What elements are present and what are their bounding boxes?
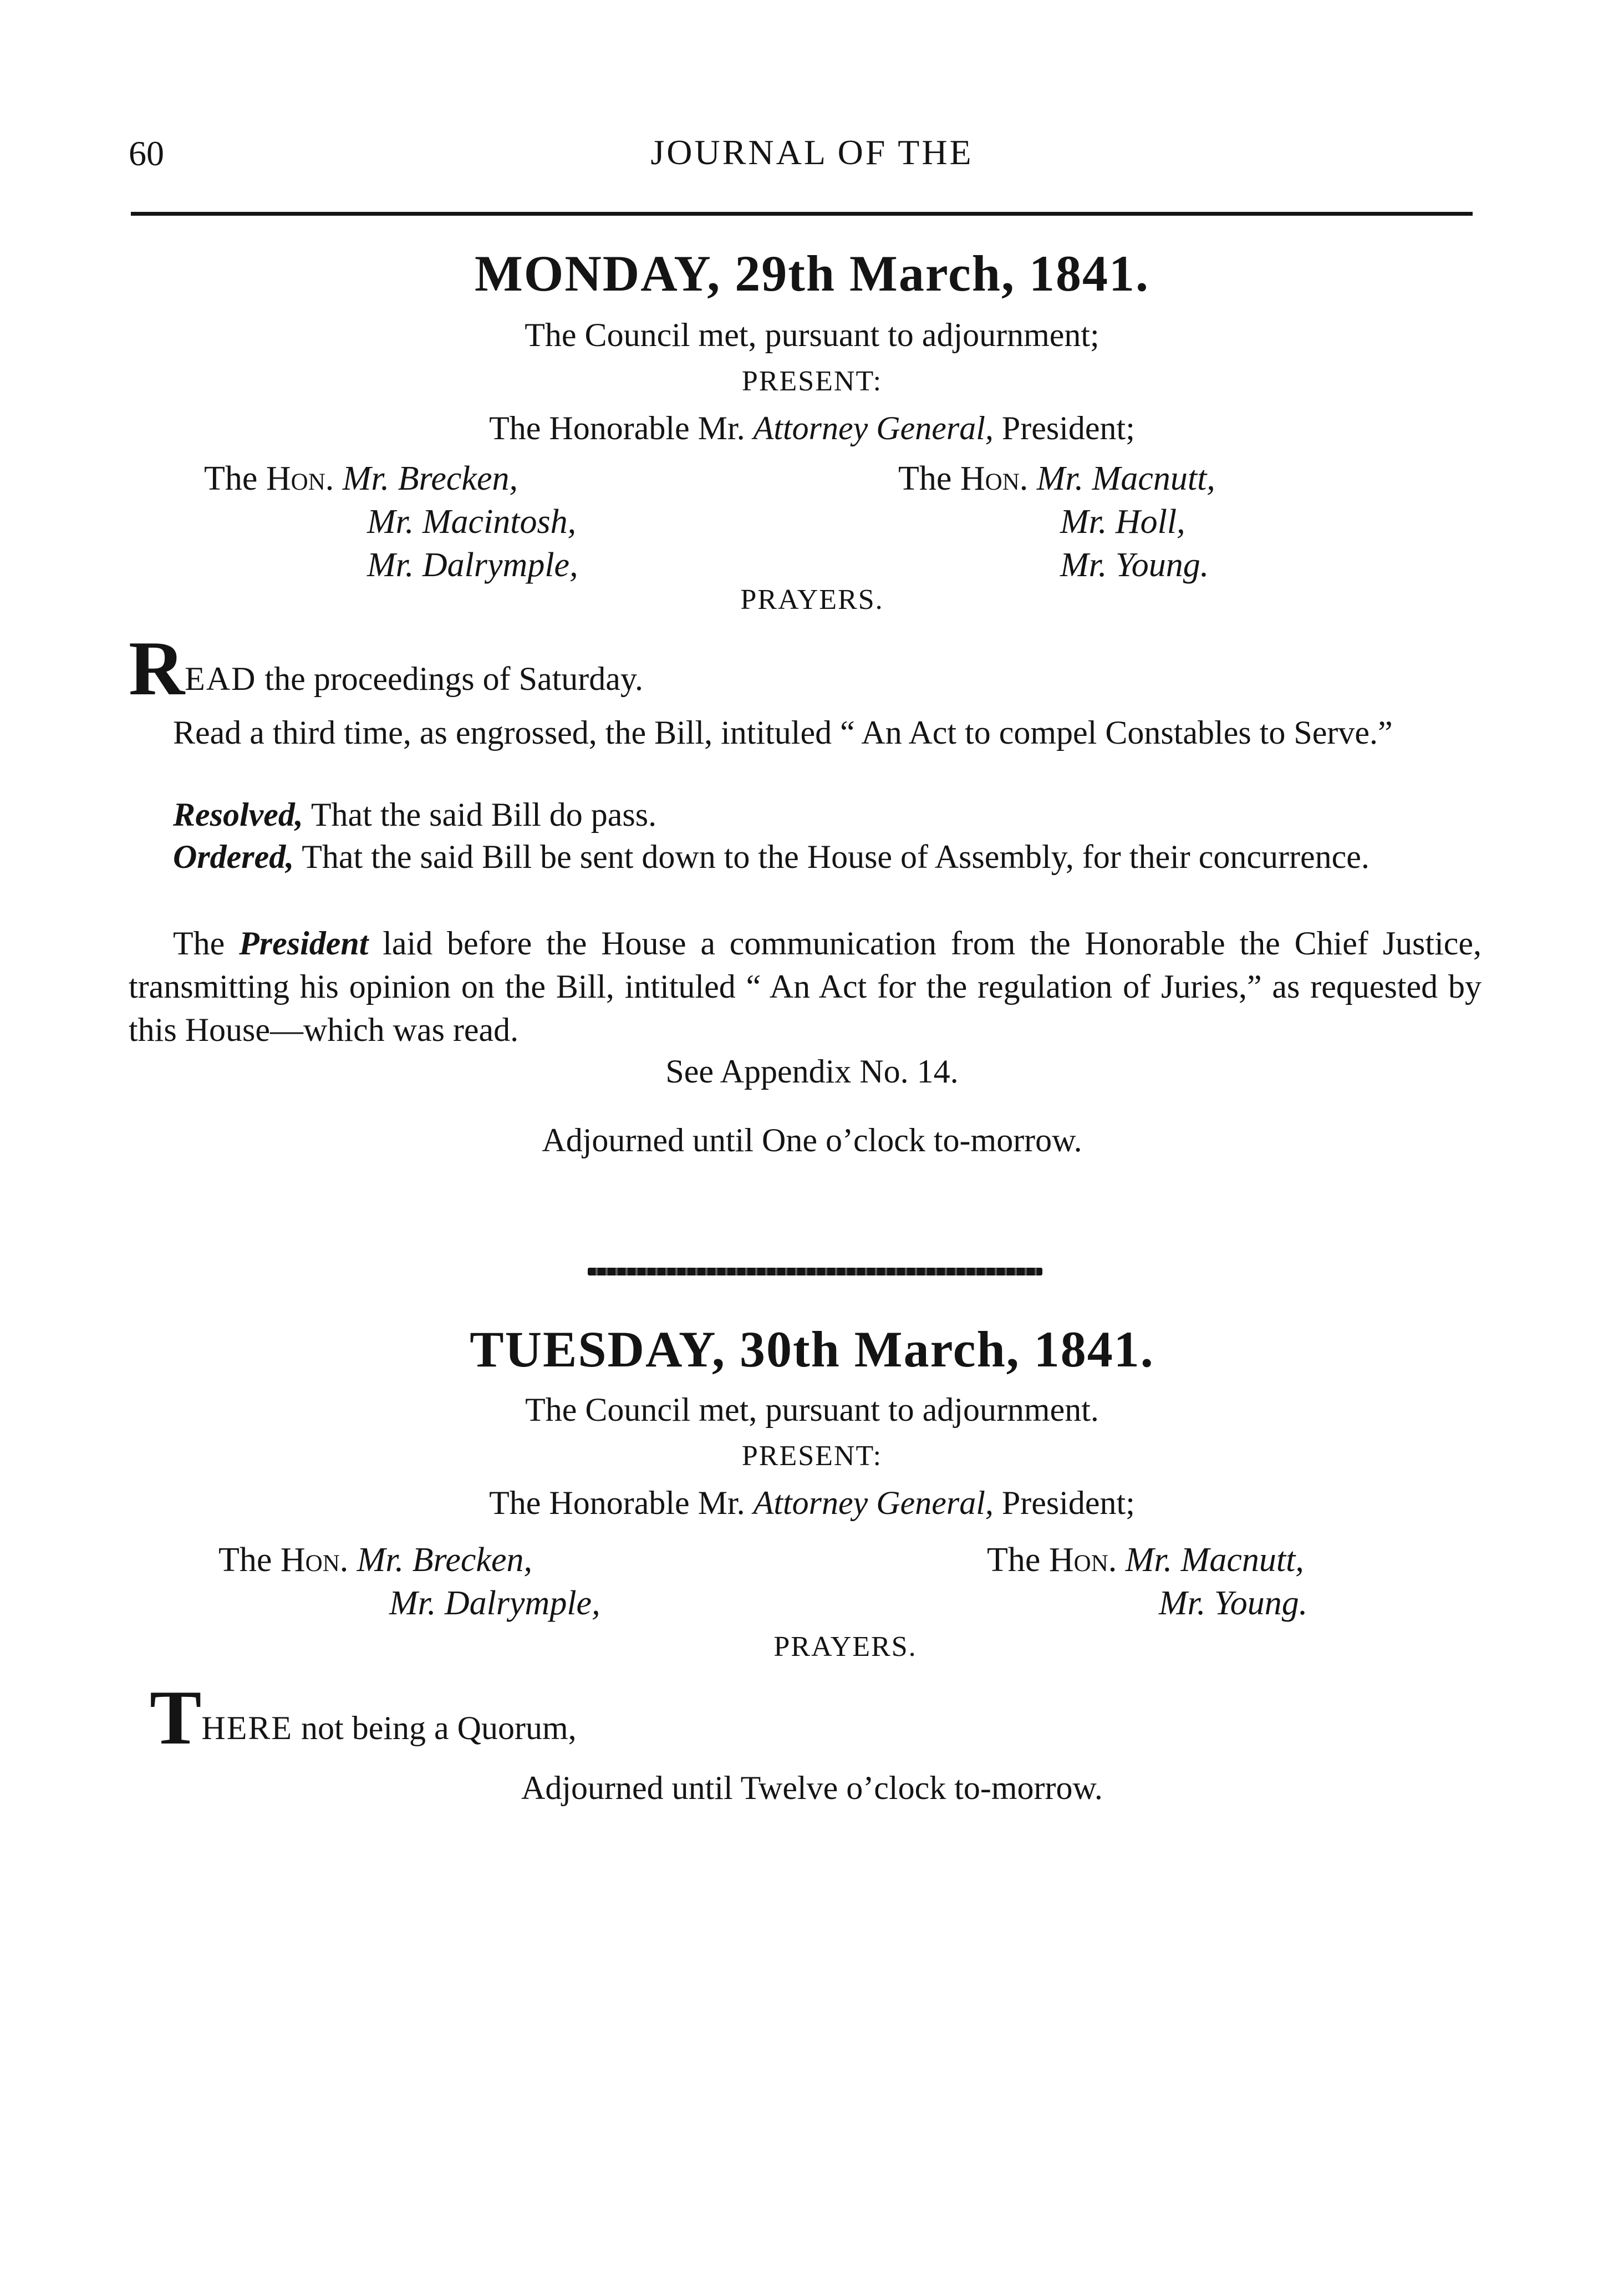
paragraph-text: laid before the House a communication from the Honorable the Chief Justice, transmitting his opinion on the Bill, intituled “ An Act for the regulation of Juries,” as requested by this House—which was read. (129, 925, 1482, 1048)
the-word: The (898, 460, 952, 497)
paragraph-text: The (173, 925, 225, 962)
resolved-label: Resolved, (173, 796, 303, 833)
tuesday-adjourned: Adjourned until Twelve o’clock to-morrow. (521, 1770, 1103, 1806)
page-number: 60 (129, 134, 164, 173)
tuesday-right-hon-line (987, 1541, 1304, 1580)
tuesday-left-hon-line (218, 1541, 532, 1580)
member-name: Mr. Dalrymple, (367, 546, 578, 584)
president-suffix: President; (1001, 410, 1135, 446)
ordered-label: Ordered, (173, 838, 294, 875)
monday-present-label: PRESENT: (741, 365, 883, 397)
member-name: Mr. Holl, (1060, 503, 1185, 541)
member-name: Mr. Macnutt, (1036, 460, 1215, 497)
president-label: President (239, 925, 369, 962)
read-proceedings-paragraph (129, 626, 1482, 711)
quorum-paragraph (150, 1675, 1503, 1761)
tuesday-president-line (0, 1484, 1624, 1522)
hon-label: Hon. (266, 460, 334, 497)
president-suffix: President; (1001, 1485, 1135, 1521)
monday-council-met: The Council met, pursuant to adjournment; (525, 317, 1099, 353)
president-prefix: The Honorable Mr. (489, 410, 745, 446)
resolved-paragraph (129, 793, 1482, 836)
section-divider (588, 1268, 1042, 1275)
the-word: The (204, 460, 258, 497)
tuesday-present-label: PRESENT: (741, 1440, 883, 1472)
running-title: JOURNAL OF THE (650, 133, 974, 172)
the-word: The (218, 1541, 272, 1579)
ordered-paragraph (129, 835, 1482, 878)
president-name: Attorney General, (753, 1485, 994, 1521)
president-name: Attorney General, (753, 410, 994, 446)
member-name: Mr. Young. (1159, 1584, 1308, 1622)
the-word: The (987, 1541, 1041, 1579)
third-reading-paragraph: Read a third time, as engrossed, the Bill, intituled “ An Act to compel Constables to Serve.” (173, 714, 1393, 751)
tuesday-prayers: PRAYERS. (773, 1631, 917, 1663)
monday-prayers: PRAYERS. (740, 584, 884, 616)
hon-label: Hon. (960, 460, 1029, 497)
paragraph-text: That the said Bill do pass. (310, 796, 657, 833)
tuesday-council-met: The Council met, pursuant to adjournment. (525, 1391, 1099, 1428)
header-rule (131, 212, 1473, 216)
monday-right-hon-line (898, 459, 1215, 499)
member-name: Mr. Young. (1060, 546, 1209, 584)
member-name: Mr. Macnutt, (1125, 1541, 1304, 1579)
paragraph-text: That the said Bill be sent down to the House of Assembly, for their concurrence. (302, 838, 1370, 875)
drop-cap: T (150, 1675, 202, 1761)
communication-paragraph (129, 922, 1482, 1051)
monday-adjourned: Adjourned until One o’clock to-morrow. (542, 1122, 1082, 1158)
monday-president-line (0, 409, 1624, 448)
member-name: Mr. Brecken, (357, 1541, 532, 1579)
president-prefix: The Honorable Mr. (489, 1485, 745, 1521)
cap-word: HERE (201, 1710, 293, 1746)
monday-left-hon-line (204, 459, 518, 499)
tuesday-heading: TUESDAY, 30th March, 1841. (470, 1321, 1154, 1378)
paragraph-text: the proceedings of Saturday. (264, 660, 643, 697)
paragraph-text: not being a Quorum, (301, 1710, 577, 1746)
drop-cap: R (129, 626, 185, 711)
hon-label: Hon. (1048, 1541, 1117, 1579)
member-name: Mr. Macintosh, (367, 503, 577, 541)
see-appendix: See Appendix No. 14. (665, 1053, 959, 1090)
monday-heading: MONDAY, 29th March, 1841. (474, 245, 1150, 302)
hon-label: Hon. (280, 1541, 349, 1579)
member-name: Mr. Dalrymple, (389, 1584, 600, 1622)
cap-word: EAD (185, 660, 257, 697)
member-name: Mr. Brecken, (342, 460, 518, 497)
